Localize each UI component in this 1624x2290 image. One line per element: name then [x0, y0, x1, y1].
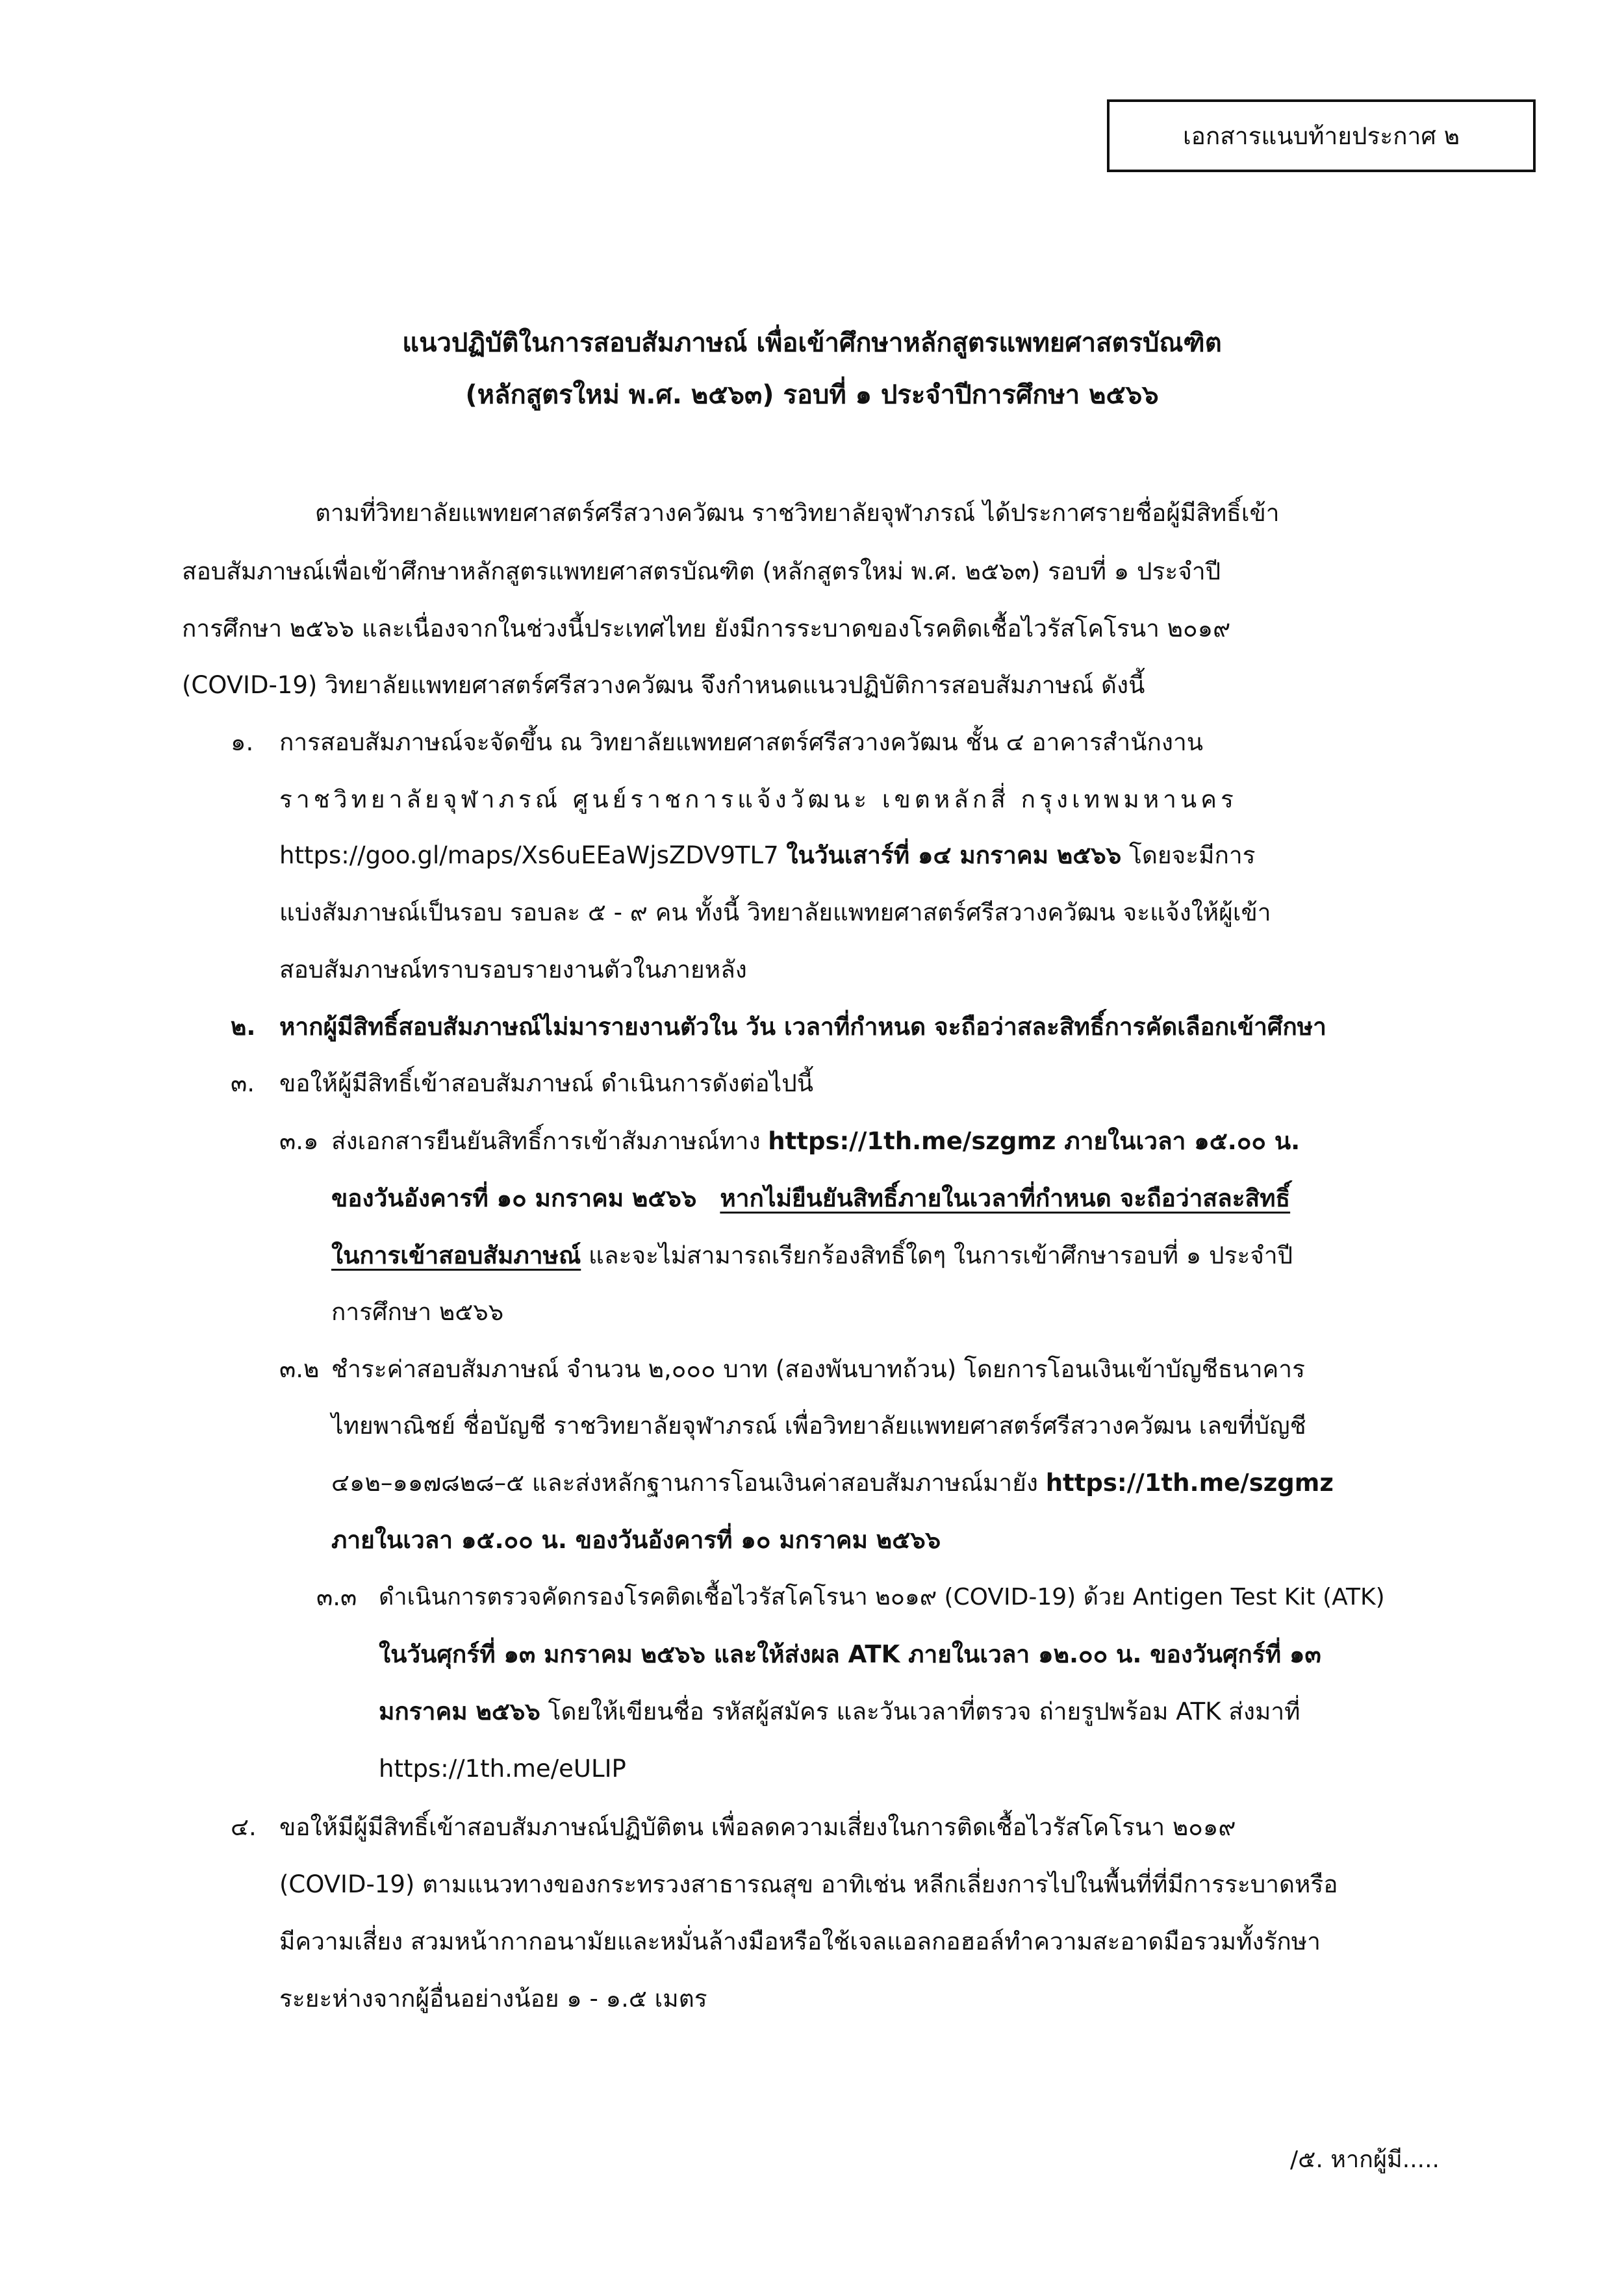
item-3-2-line-1: ชำระค่าสอบสัมภาษณ์ จำนวน ๒,๐๐๐ บาท (สองพันบาทถ้วน) โดยการโอนเงินเข้าบัญชีธนาคาร [331, 1355, 1305, 1383]
item-3-1-line-4: การศึกษา ๒๕๖๖ [331, 1298, 504, 1326]
item-2-text: หากผู้มีสิทธิ์สอบสัมภาษณ์ไม่มารายงานตัวใน วัน เวลาที่กำหนด จะถือว่าสละสิทธิ์การคัดเลือกเข้าศึกษา [279, 1013, 1326, 1041]
item-3-1-line-1: ส่งเอกสารยืนยันสิทธิ์การเข้าสัมภาษณ์ทาง https://1th.me/szgmz ภายในเวลา ๑๕.๐๐ น. [331, 1127, 1300, 1155]
document-title-line-2: (หลักสูตรใหม่ พ.ศ. ๒๕๖๓) รอบที่ ๑ ประจำปีการศึกษา ๒๕๖๖ [465, 380, 1159, 410]
item-3-1-line-3: ในการเข้าสอบสัมภาษณ์ และจะไม่สามารถเรียกร้องสิทธิ์ใดๆ ในการเข้าศึกษารอบที่ ๑ ประจำปี [331, 1241, 1293, 1269]
confirmation-link[interactable]: https://1th.me/szgmz ภายในเวลา ๑๕.๐๐ น. [768, 1127, 1300, 1155]
item-1-line-3: https://goo.gl/maps/Xs6uEEaWjsZDV9TL7 ในวันเสาร์ที่ ๑๔ มกราคม ๒๕๖๖ โดยจะมีการ [279, 841, 1256, 869]
item-3-1-line-2: ของวันอังคารที่ ๑๐ มกราคม ๒๕๖๖ หากไม่ยืนยันสิทธิ์ภายในเวลาที่กำหนด จะถือว่าสละสิทธิ์ [331, 1184, 1291, 1212]
item-3-2-line-3: ๔๑๒–๑๑๗๘๒๘–๕ และส่งหลักฐานการโอนเงินค่าสอบสัมภาษณ์มายัง https://1th.me/szgmz [331, 1469, 1334, 1497]
item-3-number: ๓. [231, 1069, 255, 1097]
item-3-1-number: ๓.๑ [279, 1127, 319, 1155]
item-1-line-5: สอบสัมภาษณ์ทราบรอบรายงานตัวในภายหลัง [279, 956, 747, 984]
item-1-number: ๑. [231, 728, 254, 756]
item-4-line-2: (COVID-19) ตามแนวทางของกระทรวงสาธารณสุข อาทิเช่น หลีกเลี่ยงการไปในพื้นที่ที่มีการระบาดหรือ [279, 1870, 1338, 1898]
item-4-line-4: ระยะห่างจากผู้อื่นอย่างน้อย ๑ - ๑.๕ เมตร [279, 1985, 707, 2013]
intro-line-3: การศึกษา ๒๕๖๖ และเนื่องจากในช่วงนี้ประเทศไทย ยังมีการระบาดของโรคติดเชื้อไวรัสโคโรนา ๒๐๑๙ [182, 615, 1231, 642]
item-2-number: ๒. [231, 1013, 256, 1041]
intro-line-4: (COVID-19) วิทยาลัยแพทยศาสตร์ศรีสวางควัฒน จึงกำหนดแนวปฏิบัติการสอบสัมภาษณ์ ดังนี้ [182, 671, 1145, 699]
item-3-text: ขอให้ผู้มีสิทธิ์เข้าสอบสัมภาษณ์ ดำเนินการดังต่อไปนี้ [279, 1069, 814, 1097]
attachment-label-box [1107, 99, 1536, 172]
item-3-2-line-2: ไทยพาณิชย์ ชื่อบัญชี ราชวิทยาลัยจุฬาภรณ์ เพื่อวิทยาลัยแพทยศาสตร์ศรีสวางควัฒน เลขที่บัญชี [331, 1412, 1306, 1440]
item-3-3-line-2: ในวันศุกร์ที่ ๑๓ มกราคม ๒๕๖๖ และให้ส่งผล ATK ภายในเวลา ๑๒.๐๐ น. ของวันศุกร์ที่ ๑๓ [379, 1640, 1321, 1668]
item-1-line-2: ราชวิทยาลัยจุฬาภรณ์ ศูนย์ราชการแจ้งวัฒนะ เขตหลักสี่ กรุงเทพมหานคร [279, 785, 1237, 813]
item-1-line-4: แบ่งสัมภาษณ์เป็นรอบ รอบละ ๕ - ๙ คน ทั้งนี้ วิทยาลัยแพทยศาสตร์ศรีสวางควัฒน จะแจ้งให้ผู้เข้า [279, 898, 1271, 926]
item-3-2-line-4: ภายในเวลา ๑๕.๐๐ น. ของวันอังคารที่ ๑๐ มกราคม ๒๕๖๖ [331, 1526, 941, 1554]
payment-link[interactable]: https://1th.me/szgmz [1045, 1469, 1334, 1497]
item-4-line-3: มีความเสี่ยง สวมหน้ากากอนามัยและหมั่นล้างมือหรือใช้เจลแอลกอฮอล์ทำความสะอาดมือรวมทั้งรักษา [279, 1927, 1321, 1955]
interview-date: ในวันเสาร์ที่ ๑๔ มกราคม ๒๕๖๖ [786, 841, 1122, 869]
intro-line-1: ตามที่วิทยาลัยแพทยศาสตร์ศรีสวางควัฒน ราชวิทยาลัยจุฬาภรณ์ ได้ประกาศรายชื่อผู้มีสิทธิ์เข้า [315, 499, 1280, 527]
item-4-number: ๔. [231, 1813, 257, 1841]
intro-line-2: สอบสัมภาษณ์เพื่อเข้าศึกษาหลักสูตรแพทยศาสตรบัณฑิต (หลักสูตรใหม่ พ.ศ. ๒๕๖๓) รอบที่ ๑ ประจำปี [182, 557, 1221, 585]
document-title-line-1: แนวปฏิบัติในการสอบสัมภาษณ์ เพื่อเข้าศึกษาหลักสูตรแพทยศาสตรบัณฑิต [402, 328, 1222, 358]
continuation-note: /๕. หากผู้มี..... [1289, 2146, 1440, 2173]
item-4-line-1: ขอให้มีผู้มีสิทธิ์เข้าสอบสัมภาษณ์ปฏิบัติตน เพื่อลดความเสี่ยงในการติดเชื้อไวรัสโคโรนา ๒๐๑๙ [279, 1813, 1236, 1841]
item-3-3-number: ๓.๓ [316, 1583, 357, 1611]
item-3-2-number: ๓.๒ [279, 1355, 320, 1383]
attachment-label: เอกสารแนบท้ายประกาศ ๒ [1182, 121, 1460, 150]
atk-link[interactable]: https://1th.me/eULIP [379, 1755, 626, 1783]
item-3-3-line-1: ดำเนินการตรวจคัดกรองโรคติดเชื้อไวรัสโคโรนา ๒๐๑๙ (COVID-19) ด้วย Antigen Test Kit (ATK) [379, 1584, 1385, 1610]
forfeit-warning: หากไม่ยืนยันสิทธิ์ภายในเวลาที่กำหนด จะถือว่าสละสิทธิ์ [720, 1184, 1291, 1212]
item-1-line-1: การสอบสัมภาษณ์จะจัดขึ้น ณ วิทยาลัยแพทยศาสตร์ศรีสวางควัฒน ชั้น ๔ อาคารสำนักงาน [279, 728, 1204, 756]
map-link[interactable]: https://goo.gl/maps/Xs6uEEaWjsZDV9TL7 [279, 841, 787, 869]
item-3-3-line-3: มกราคม ๒๕๖๖ โดยให้เขียนชื่อ รหัสผู้สมัคร และวันเวลาที่ตรวจ ถ่ายรูปพร้อม ATK ส่งมาที่ [379, 1698, 1300, 1725]
